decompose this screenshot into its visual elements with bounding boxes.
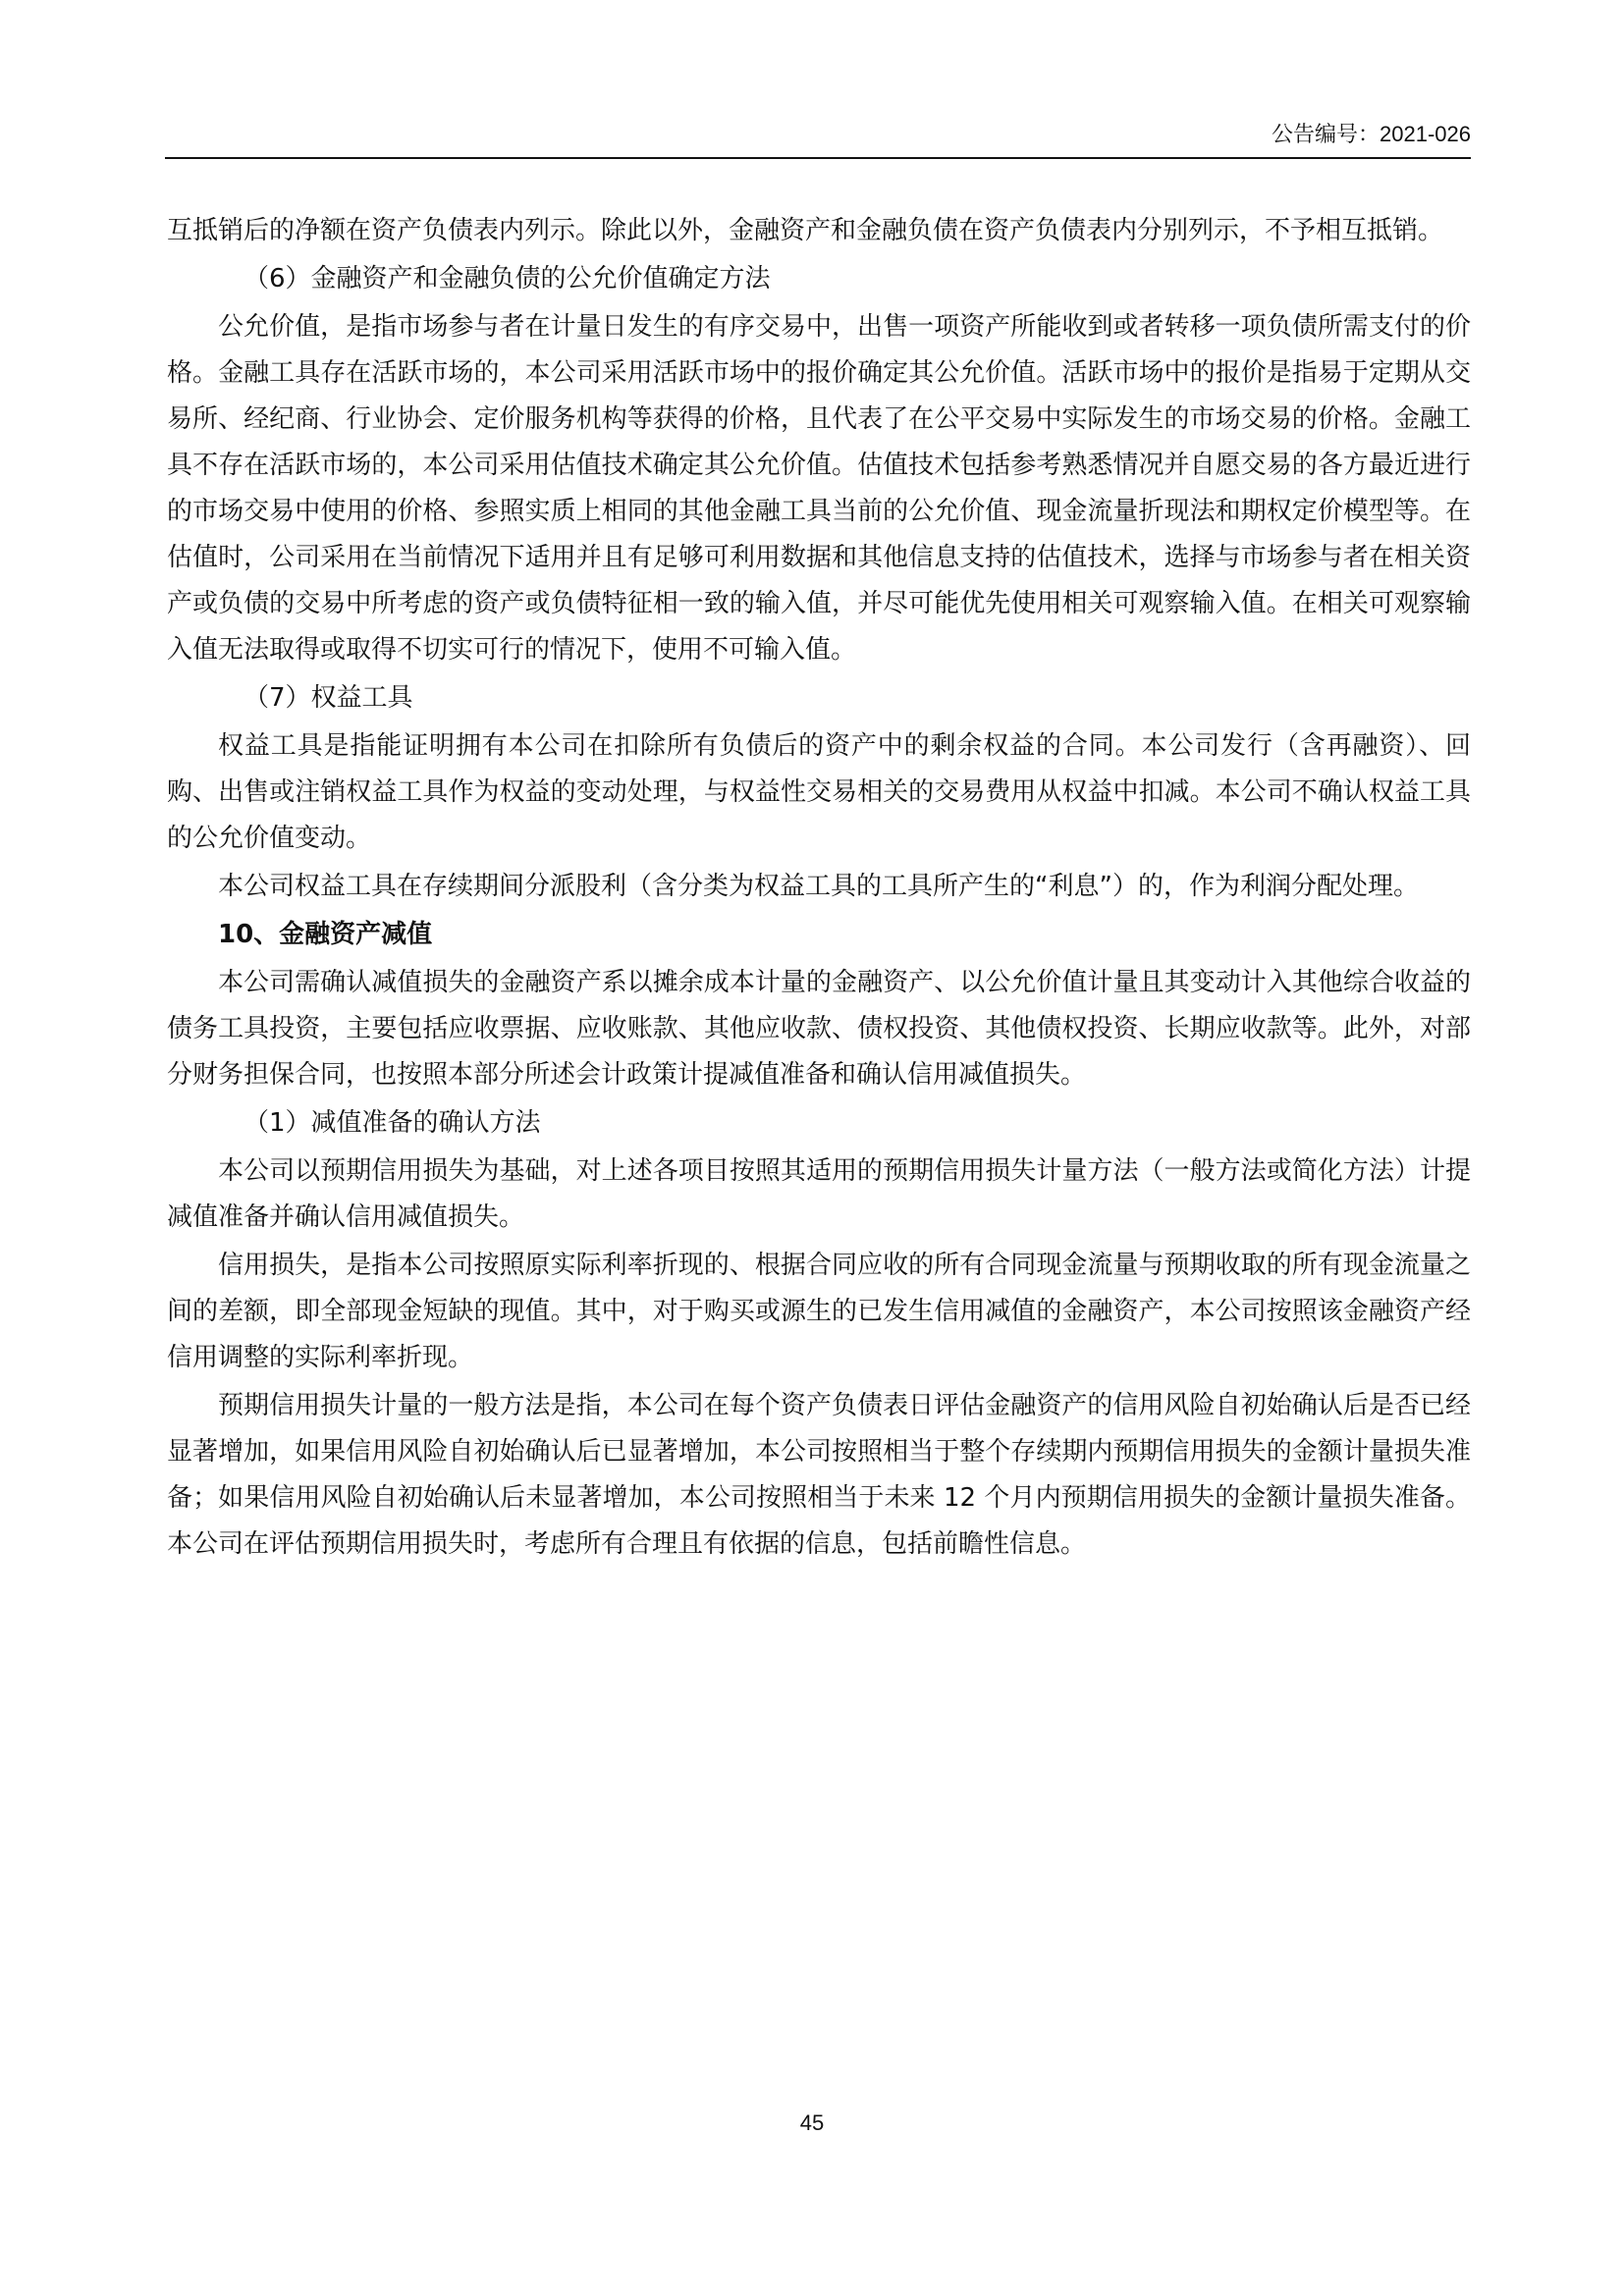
- notice-number: 公告编号：2021-026: [1272, 122, 1471, 146]
- paragraph-expected-credit-loss: 本公司以预期信用损失为基础，对上述各项目按照其适用的预期信用损失计量方法（一般方法或简化方法）计提减值准备并确认信用减值损失。: [167, 1156, 1471, 1232]
- paragraph-equity-definition: 权益工具是指能证明拥有本公司在扣除所有负债后的资产中的剩余权益的合同。本公司发行（含再融资）、回购、出售或注销权益工具作为权益的变动处理，与权益性交易相关的交易费用从权益中扣减。本公司不确认权益工具的公允价值变动。: [167, 731, 1471, 853]
- section-heading-recognition-method: （1）减值准备的确认方法: [244, 1108, 541, 1138]
- document-body: [167, 208, 1471, 1570]
- page-number: 45: [799, 2110, 825, 2135]
- section-heading-fair-value: （6）金融资产和金融负债的公允价值确定方法: [244, 264, 771, 294]
- paragraph-fair-value: 公允价值，是指市场参与者在计量日发生的有序交易中，出售一项资产所能收到或者转移一项负债所需支付的价格。金融工具存在活跃市场的，本公司采用活跃市场中的报价确定其公允价值。活跃市场中的报价是指易于定期从交易所、经纪商、行业协会、定价服务机构等获得的价格，且代表了在公平交易中实际发生的市场交易的价格。金融工具不存在活跃市场的，本公司采用估值技术确定其公允价值。估值技术包括参考熟悉情况并自愿交易的各方最近进行的市场交易中使用的价格、参照实质上相同的其他金融工具当前的公允价值、现金流量折现法和期权定价模型等。在估值时，公司采用在当前情况下适用并且有足够可利用数据和其他信息支持的估值技术，选择与市场参与者在相关资产或负债的交易中所考虑的资产或负债特征相一致的输入值，并尽可能优先使用相关可观察输入值。在相关可观察输入值无法取得或取得不切实可行的情况下，使用不可输入值。: [167, 312, 1471, 665]
- page-header: [165, 110, 1471, 159]
- section-heading-equity-instruments: （7）权益工具: [244, 683, 413, 713]
- paragraph-general-method: 预期信用损失计量的一般方法是指，本公司在每个资产负债表日评估金融资产的信用风险自初始确认后是否已经显著增加，如果信用风险自初始确认后已显著增加，本公司按照相当于整个存续期内预期信用损失的金额计量损失准备；如果信用风险自初始确认后未显著增加，本公司按照相当于未来 12 个月内预期信用损失的金额计量损失准备。本公司在评估预期信用损失时，考虑所有合理且有依据的信息，包括前瞻性信息。: [167, 1391, 1471, 1559]
- paragraph-continuation: 互抵销后的净额在资产负债表内列示。除此以外，金融资产和金融负债在资产负债表内分别列示，不予相互抵销。: [167, 216, 1444, 245]
- paragraph-equity-dividends: 本公司权益工具在存续期间分派股利（含分类为权益工具的工具所产生的“利息”）的，作为利润分配处理。: [218, 872, 1419, 901]
- paragraph-credit-loss-definition: 信用损失，是指本公司按照原实际利率折现的、根据合同应收的所有合同现金流量与预期收取的所有现金流量之间的差额，即全部现金短缺的现值。其中，对于购买或源生的已发生信用减值的金融资产，本公司按照该金融资产经信用调整的实际利率折现。: [167, 1251, 1471, 1372]
- paragraph-impairment-scope: 本公司需确认减值损失的金融资产系以摊余成本计量的金融资产、以公允价值计量且其变动计入其他综合收益的债务工具投资，主要包括应收票据、应收账款、其他应收款、债权投资、其他债权投资、长期应收款等。此外，对部分财务担保合同，也按照本部分所述会计政策计提减值准备和确认信用减值损失。: [167, 968, 1471, 1090]
- section-heading-impairment: 10、金融资产减值: [218, 920, 433, 949]
